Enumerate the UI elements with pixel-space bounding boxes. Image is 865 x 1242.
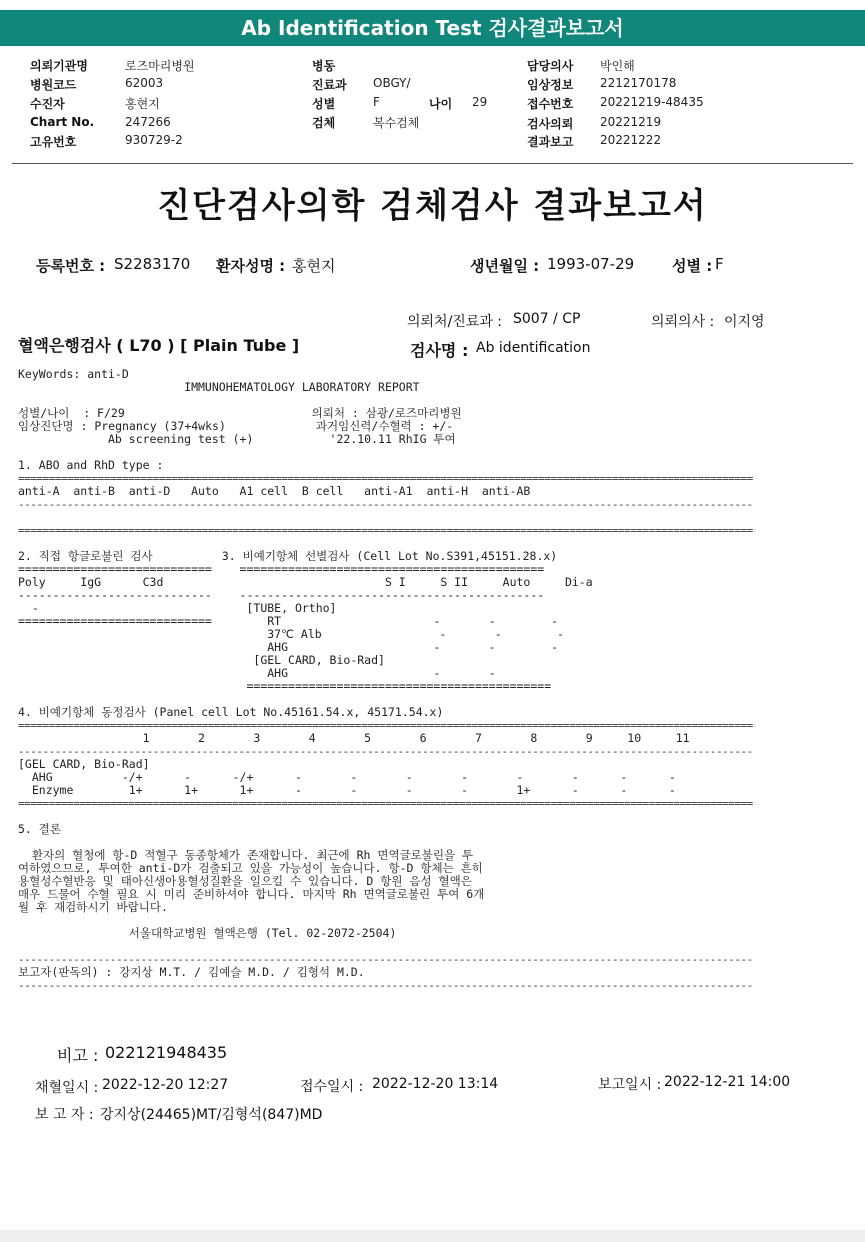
info-value: 62003 [125, 76, 164, 90]
collect-label: 채혈일시 : [35, 1080, 99, 1096]
report-line: anti-A anti-B anti-D Auto A1 cell B cell anti-A1 anti-H anti-AB [18, 484, 531, 498]
info-value: 20221219 [600, 115, 662, 129]
info-label: 나이 [429, 97, 453, 111]
report-line: 매우 드물어 수혈 필요 시 미리 준비하셔야 합니다. 마지막 Rh 면역글로불린 투여 6개 [18, 887, 485, 901]
report-rule: ======================================================================================================================== [18, 524, 753, 537]
report-line: 임상진단명 : Pregnancy (37+4wks) 과거임신력/수혈력 : +/- [18, 419, 454, 433]
info-value: 2212170178 [600, 76, 677, 90]
report-line: 2. 직접 항글로불린 검사 3. 비예기항체 선별검사 (Cell Lot No.S391,45151.28.x) [18, 549, 558, 563]
report-line [18, 511, 538, 524]
dept-value: S007 / CP [513, 311, 581, 327]
report-body [18, 367, 753, 992]
test-label: 검사명 : [410, 341, 469, 360]
info-value: 20221222 [600, 133, 662, 147]
report-line: 성별/나이 : F/29 의뢰처 : 삼광/로즈마리병원 [18, 406, 462, 420]
info-label: 고유번호 [30, 135, 77, 149]
report-line: ============================================ [18, 679, 552, 693]
report-line: IMMUNOHEMATOLOGY LABORATORY REPORT [18, 380, 420, 394]
sex-value: F [715, 255, 724, 273]
report-line: ---------------------------- -------------------------------------------- [18, 588, 545, 602]
report-line [18, 940, 538, 953]
report-line: 용혈성수혈반응 및 태아신생아용혈성질환을 일으킬 수 있습니다. D 항원 음성 혈액은 [18, 874, 472, 888]
info-value: 29 [472, 95, 488, 109]
info-label: 접수번호 [527, 97, 574, 111]
header-divider [12, 163, 853, 164]
report-line: 보고자(판독의) : 강지상 M.T. / 김예슬 M.D. / 김형석 M.D. [18, 965, 365, 979]
report-line: ============================ RT - - - [18, 614, 559, 628]
report-rule: ======================================================================================================================== [18, 472, 753, 485]
receive-label: 접수일시 : [300, 1079, 364, 1095]
report-rule: ------------------------------------------------------------------------------------------------------------------------ [18, 953, 753, 966]
report-line: Enzyme 1+ 1+ 1+ - - - - 1+ - - - [18, 783, 676, 797]
report-line: 1 2 3 4 5 6 7 8 9 10 11 [18, 731, 690, 745]
reporter-label: 보 고 자 : [35, 1107, 94, 1123]
report-line: [GEL CARD, Bio-Rad] [18, 757, 150, 771]
report-line: KeyWords: anti-D [18, 367, 129, 381]
doctor-value: 이지영 [724, 314, 765, 330]
info-label: 의뢰기관명 [30, 59, 88, 73]
reg-label: 등록번호 : [36, 257, 106, 275]
report-rule: ------------------------------------------------------------------------------------------------------------------------ [18, 498, 753, 511]
report-line: 5. 결론 [18, 822, 61, 836]
report-line: AHG - - [18, 666, 496, 680]
receive-value: 2022-12-20 13:14 [372, 1076, 499, 1092]
report-line: 4. 비예기항체 동정검사 (Panel cell Lot No.45161.54.x, 45171.54.x) [18, 705, 444, 719]
report-rule: ------------------------------------------------------------------------------------------------------------------------ [18, 745, 753, 758]
info-label: 병동 [312, 59, 336, 73]
info-label: Chart No. [30, 115, 95, 129]
info-value: 930729-2 [125, 133, 183, 147]
report-rule: ======================================================================================================================== [18, 797, 753, 810]
report-line: 환자의 혈청에 항-D 적혈구 동종항체가 존재합니다. 최근에 Rh 면역글로불린을 투 [18, 848, 474, 862]
reporter-value: 강지상(24465)MT/김형석(847)MD [100, 1107, 323, 1123]
report-rule: ------------------------------------------------------------------------------------------------------------------------ [18, 979, 753, 992]
report-line: [GEL CARD, Bio-Rad] [18, 653, 385, 667]
info-value: 로즈마리병원 [125, 59, 195, 73]
info-value: 홍현지 [125, 97, 160, 111]
note-label: 비고 : [57, 1046, 99, 1065]
info-value: 복수검체 [373, 116, 420, 130]
dob-label: 생년월일 : [470, 257, 540, 275]
report-date-value: 2022-12-21 14:00 [664, 1074, 791, 1090]
report-line: Ab screening test (+) '22.10.11 RhIG 투여 [18, 432, 456, 446]
report-line: Poly IgG C3d S I S II Auto Di-a [18, 575, 593, 589]
report-line: - [TUBE, Ortho] [18, 601, 337, 615]
info-label: 진료과 [312, 78, 347, 92]
info-label: 검사의뢰 [527, 117, 574, 131]
report-line: AHG -/+ - -/+ - - - - - - - - [18, 770, 676, 784]
dept-label: 의뢰처/진료과 : [407, 314, 503, 330]
info-value: 박인해 [600, 59, 635, 73]
report-line: 서울대학교병원 혈액은행 (Tel. 02-2072-2504) [18, 926, 397, 940]
report-line [18, 810, 538, 823]
doctor-label: 의뢰의사 : [651, 314, 715, 330]
info-value: 20221219-48435 [600, 95, 704, 109]
test-value: Ab identification [476, 340, 591, 356]
info-label: 수진자 [30, 97, 65, 111]
info-value: F [373, 95, 380, 109]
report-line: 여하였으므로, 투여한 anti-D가 검출되고 있을 가능성이 높습니다. 항-D 항체는 흔히 [18, 861, 483, 875]
report-line: AHG - - - [18, 640, 559, 654]
report-date-label: 보고일시 : [598, 1077, 662, 1093]
info-value: 247266 [125, 115, 171, 129]
section-title: 혈액은행검사 ( L70 ) [ Plain Tube ] [18, 336, 300, 355]
report-rule: ======================================================================================================================== [18, 719, 753, 732]
dob-value: 1993-07-29 [547, 255, 635, 273]
collect-value: 2022-12-20 12:27 [102, 1077, 229, 1093]
note-value: 022121948435 [105, 1043, 228, 1062]
info-label: 성별 [312, 97, 336, 111]
report-line: 37℃ Alb - - - [18, 627, 565, 641]
info-label: 임상정보 [527, 78, 574, 92]
reg-value: S2283170 [114, 255, 191, 273]
info-value: OBGY/ [373, 76, 411, 90]
sex-label: 성별 : [672, 257, 713, 275]
name-label: 환자성명 : [216, 257, 286, 275]
info-label: 검체 [312, 116, 336, 130]
page-bottom-strip [0, 1230, 865, 1242]
report-title: 진단검사의학 검체검사 결과보고서 [157, 186, 708, 226]
name-value: 홍현지 [292, 257, 336, 275]
info-label: 담당의사 [527, 59, 574, 73]
header-title: Ab Identification Test 검사결과보고서 [241, 16, 624, 40]
report-line: ============================ ============================================ [18, 562, 545, 576]
info-label: 결과보고 [527, 135, 574, 149]
info-label: 병원코드 [30, 78, 77, 92]
report-line: 1. ABO and RhD type : [18, 458, 164, 472]
report-line: 월 후 재검하시기 바랍니다. [18, 900, 168, 914]
